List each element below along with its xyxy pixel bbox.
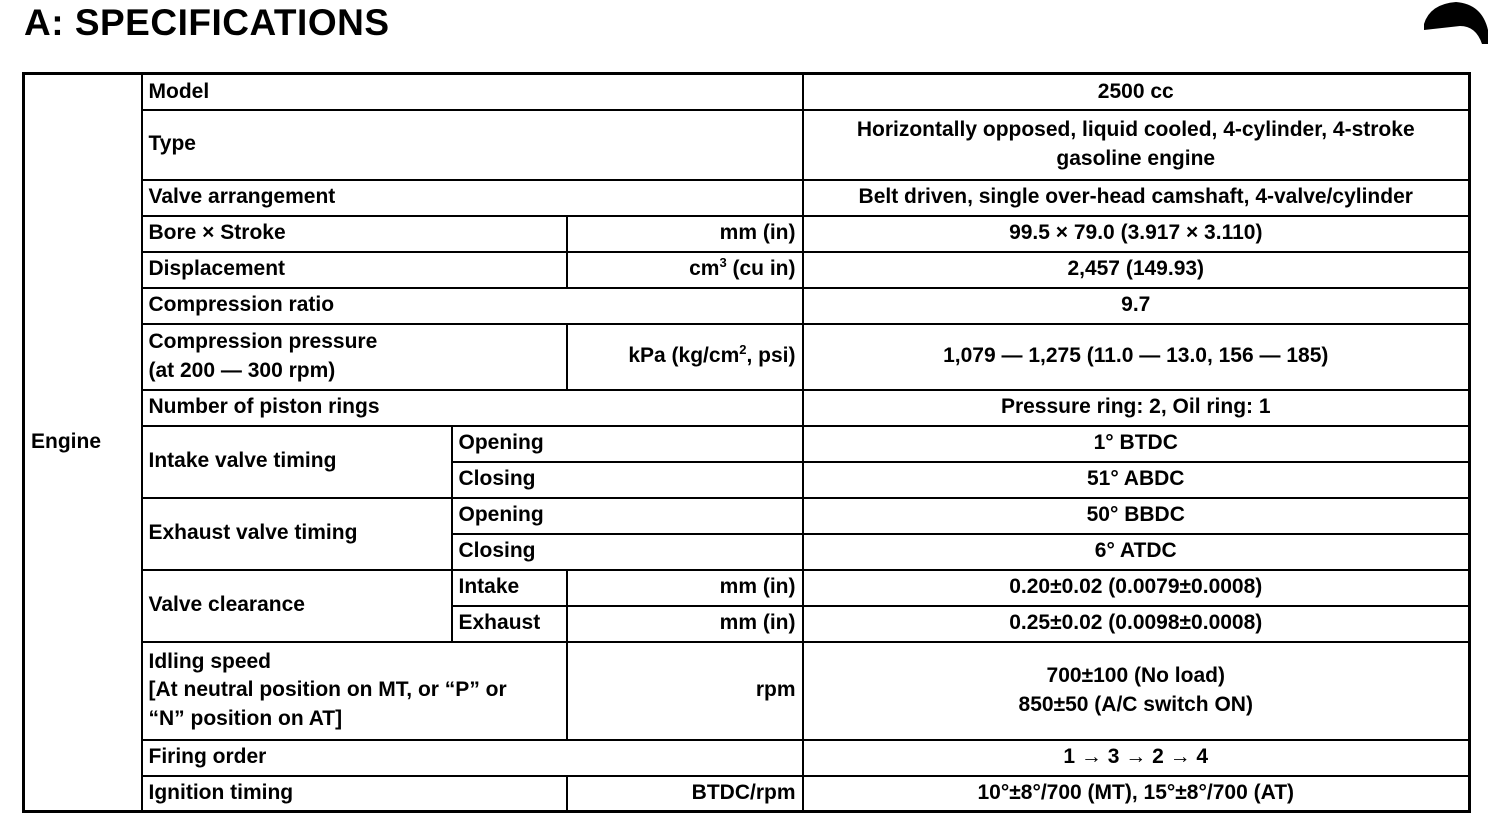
table-row	[24, 426, 1470, 462]
intake-closing-value: 51° ABDC	[803, 462, 1470, 498]
table-row	[24, 216, 1470, 252]
table-row	[24, 498, 1470, 534]
exhaust-opening-label: Opening	[452, 498, 803, 534]
clearance-exhaust-value: 0.25±0.02 (0.0098±0.0008)	[803, 606, 1470, 642]
model-value: 2500 cc	[803, 74, 1470, 110]
idling-speed-label: Idling speed [At neutral position on MT, or “P” or “N” position on AT]	[142, 642, 567, 740]
table-row	[24, 642, 1470, 740]
clearance-exhaust-label: Exhaust	[452, 606, 567, 642]
valve-arrangement-value: Belt driven, single over-head camshaft, 4-valve/cylinder	[803, 180, 1470, 216]
exhaust-opening-value: 50° BBDC	[803, 498, 1470, 534]
displacement-label: Displacement	[142, 252, 567, 288]
type-label: Type	[142, 110, 803, 180]
compression-ratio-label: Compression ratio	[142, 288, 803, 324]
table-row	[24, 324, 1470, 390]
ignition-timing-value: 10°±8°/700 (MT), 15°±8°/700 (AT)	[803, 776, 1470, 812]
page-corner-mark	[1424, 0, 1490, 44]
type-value: Horizontally opposed, liquid cooled, 4-cylinder, 4-stroke gasoline engine	[803, 110, 1470, 180]
compression-pressure-unit: kPa ($kg/cm^2$, psi)	[567, 324, 803, 390]
firing-order-value: 1 → 3 → 2 → 4	[803, 740, 1470, 776]
exhaust-closing-label: Closing	[452, 534, 803, 570]
intake-opening-value: 1° BTDC	[803, 426, 1470, 462]
table-row	[24, 288, 1470, 324]
intake-opening-label: Opening	[452, 426, 803, 462]
clearance-intake-label: Intake	[452, 570, 567, 606]
valve-clearance-label: Valve clearance	[142, 570, 452, 642]
model-label: Model	[142, 74, 803, 110]
ignition-timing-unit: BTDC/rpm	[567, 776, 803, 812]
clearance-intake-value: 0.20±0.02 (0.0079±0.0008)	[803, 570, 1470, 606]
exhaust-closing-value: 6° ATDC	[803, 534, 1470, 570]
intake-closing-label: Closing	[452, 462, 803, 498]
firing-order-label: Firing order	[142, 740, 803, 776]
table-row	[24, 180, 1470, 216]
table-row	[24, 110, 1470, 180]
ignition-timing-label: Ignition timing	[142, 776, 567, 812]
compression-pressure-value: 1,079 — 1,275 (11.0 — 13.0, 156 — 185)	[803, 324, 1470, 390]
displacement-unit: $cm^3$ (cu in)	[567, 252, 803, 288]
displacement-value: 2,457 (149.93)	[803, 252, 1470, 288]
specifications-table	[22, 72, 1471, 813]
table-row	[24, 570, 1470, 606]
group-label-engine: Engine	[24, 74, 142, 812]
intake-valve-timing-label: Intake valve timing	[142, 426, 452, 498]
compression-pressure-label: Compression pressure (at 200 — 300 rpm)	[142, 324, 567, 390]
table-row	[24, 776, 1470, 812]
valve-arrangement-label: Valve arrangement	[142, 180, 803, 216]
idling-speed-unit: rpm	[567, 642, 803, 740]
idling-speed-value: 700±100 (No load) 850±50 (A/C switch ON)	[803, 642, 1470, 740]
section-title: A: SPECIFICATIONS	[24, 2, 390, 43]
piston-rings-label: Number of piston rings	[142, 390, 803, 426]
table-row	[24, 74, 1470, 110]
exhaust-valve-timing-label: Exhaust valve timing	[142, 498, 452, 570]
clearance-exhaust-unit: mm (in)	[567, 606, 803, 642]
piston-rings-value: Pressure ring: 2, Oil ring: 1	[803, 390, 1470, 426]
bore-stroke-label: Bore × Stroke	[142, 216, 567, 252]
bore-stroke-value: 99.5 × 79.0 (3.917 × 3.110)	[803, 216, 1470, 252]
compression-ratio-value: 9.7	[803, 288, 1470, 324]
clearance-intake-unit: mm (in)	[567, 570, 803, 606]
table-row	[24, 252, 1470, 288]
table-row	[24, 740, 1470, 776]
table-row	[24, 390, 1470, 426]
bore-stroke-unit: mm (in)	[567, 216, 803, 252]
